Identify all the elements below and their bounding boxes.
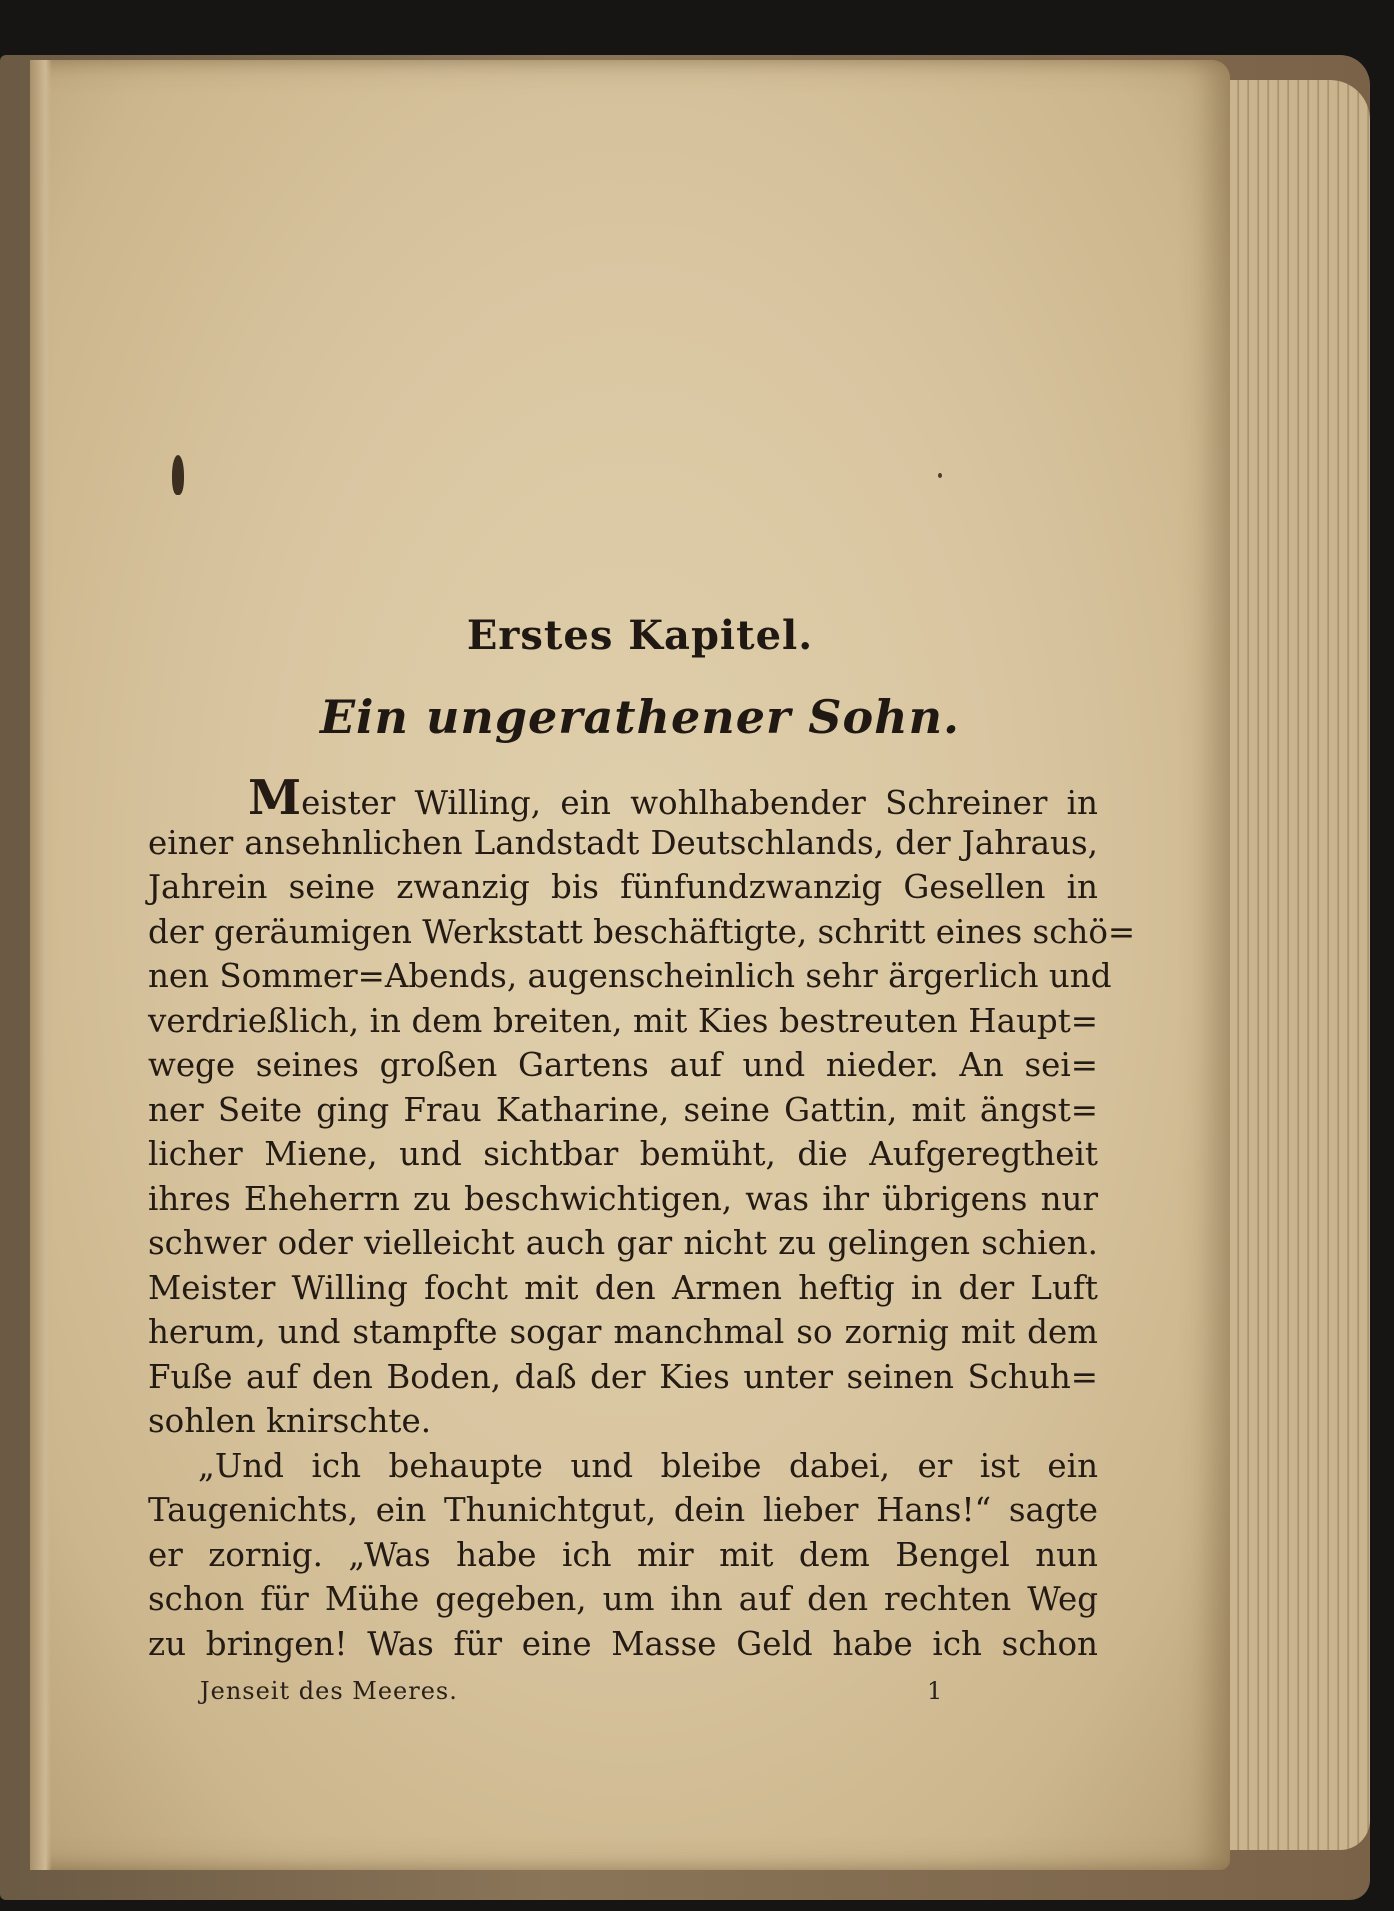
text-line-1-rest: eister Willing, ein wohlhabender Schreiner in	[301, 784, 1098, 822]
text-line: nen Sommer=Abends, augenscheinlich sehr ärgerlich und	[148, 957, 1112, 995]
text-line: der geräumigen Werkstatt beschäftigte, schritt eines schö=	[148, 912, 1136, 951]
text-line: verdrießlich, in dem breiten, mit Kies bestreuten Haupt=	[148, 1001, 1098, 1040]
text-line: sohlen knirschte.	[148, 1402, 432, 1440]
footer-book-title: Jenseit des Meeres.	[200, 1677, 458, 1705]
text-line: herum, und stampfte sogar manchmal so zornig mit dem	[148, 1313, 1098, 1351]
signature-mark: 1	[927, 1677, 943, 1705]
body-text	[148, 770, 1136, 1666]
text-line: Fuße auf den Boden, daß der Kies unter seinen Schuh=	[148, 1357, 1098, 1396]
text-line: „Und ich behaupte und bleibe dabei, er ist ein	[198, 1446, 1098, 1485]
text-line: ner Seite ging Frau Katharine, seine Gattin, mit ängst=	[148, 1090, 1098, 1129]
text-line-1	[148, 770, 1098, 826]
text-line: Taugenichts, ein Thunichtgut, dein lieber Hans!“ sagte	[148, 1491, 1098, 1529]
page-footer	[200, 1677, 950, 1717]
text-line: Jahrein seine zwanzig bis fünfundzwanzig Gesellen in	[148, 868, 1098, 906]
text-line: ihres Eheherrn zu beschwichtigen, was ihr übrigens nur	[148, 1179, 1098, 1218]
drop-cap: M	[248, 770, 302, 826]
text-line: schon für Mühe gegeben, um ihn auf den rechten Weg	[148, 1580, 1098, 1618]
text-line: einer ansehnlichen Landstadt Deutschlands, der Jahraus,	[148, 823, 1098, 862]
text-line: Meister Willing focht mit den Armen heftig in der Luft	[148, 1268, 1098, 1307]
ink-blot	[172, 455, 184, 495]
ink-dot	[938, 473, 942, 478]
text-line: licher Miene, und sichtbar bemüht, die Aufgeregtheit	[148, 1135, 1098, 1173]
book-gutter	[30, 60, 52, 1870]
text-line: schwer oder vielleicht auch gar nicht zu gelingen schien.	[148, 1224, 1098, 1262]
chapter-heading: Erstes Kapitel.	[466, 612, 814, 659]
text-line: wege seines großen Gartens auf und nieder. An sei=	[148, 1046, 1098, 1084]
text-line: er zornig. „Was habe ich mir mit dem Bengel nun	[148, 1535, 1098, 1574]
text-line: zu bringen! Was für eine Masse Geld habe ich schon	[148, 1624, 1098, 1663]
chapter-subtitle: Ein ungerathener Sohn.	[319, 690, 961, 744]
